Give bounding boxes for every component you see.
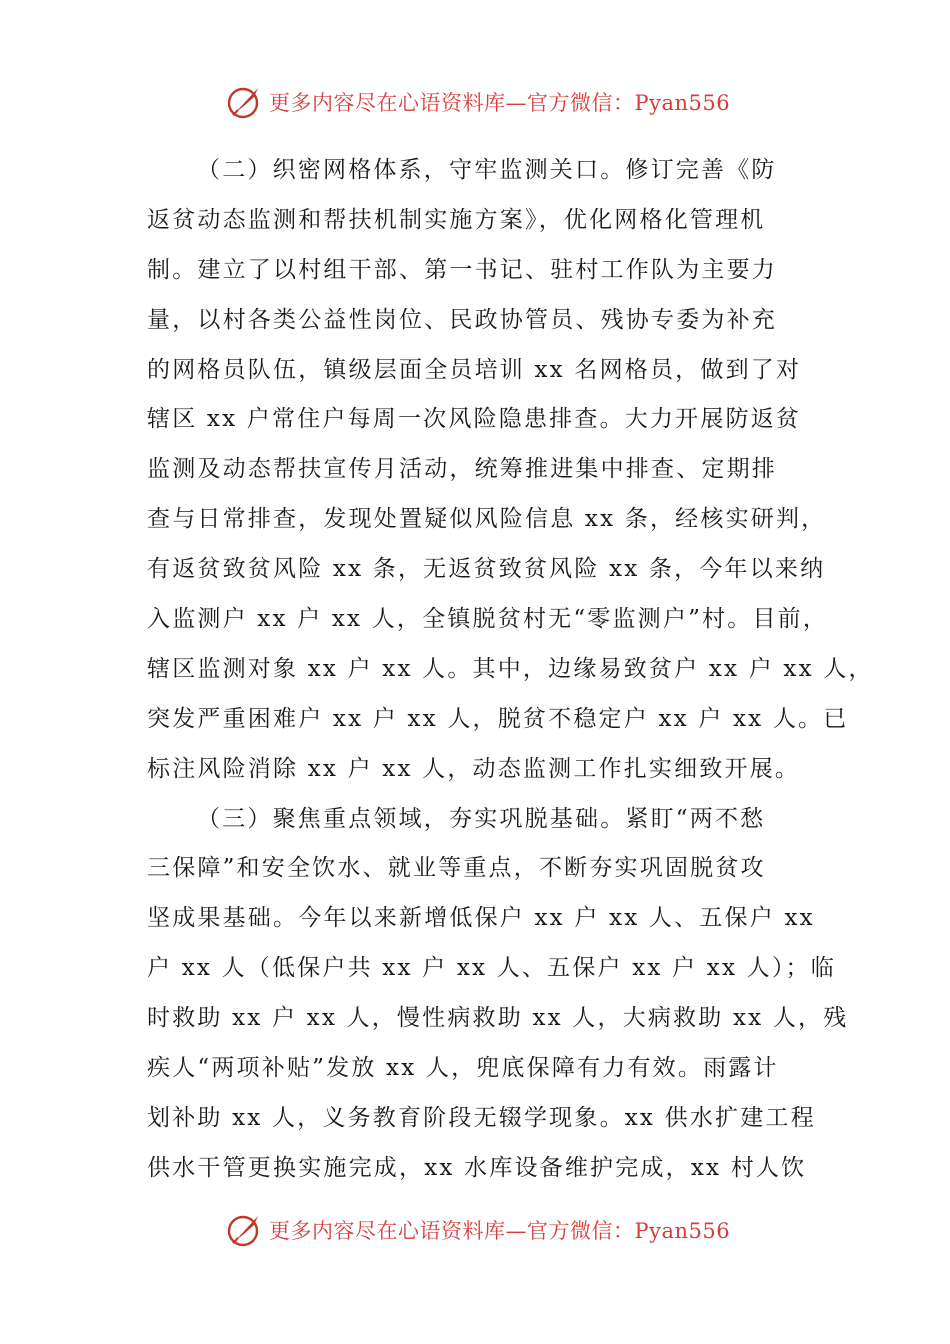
banner-text: 更多内容尽在心语资料库—官方微信：Pyan556	[269, 1219, 731, 1243]
text-line: 制。建立了以村组干部、第一书记、驻村工作队为主要力	[147, 256, 777, 283]
paragraph-section-2	[147, 146, 874, 795]
text-line: 监测及动态帮扶宣传月活动，统筹推进集中排查、定期排	[147, 456, 777, 483]
text-line: （二）织密网格体系，守牢监测关口。修订完善《防	[197, 157, 777, 183]
paragraph-section-3	[147, 795, 849, 1194]
text-line: 查与日常排查，发现处置疑似风险信息 xx 条，经核实研判，	[147, 506, 827, 533]
banner-text: 更多内容尽在心语资料库—官方微信：Pyan556	[269, 91, 731, 115]
text-line: 的网格员队伍，镇级层面全员培训 xx 名网格员，做到了对	[147, 356, 802, 383]
text-line: 辖区 xx 户常住户每周一次风险隐患排查。大力开展防返贫	[147, 406, 802, 433]
text-line: 突发严重困难户 xx 户 xx 人，脱贫不稳定户 xx 户 xx 人。已	[147, 705, 849, 732]
text-line: 疾人“两项补贴”发放 xx 人，兜底保障有力有效。雨露计	[147, 1055, 779, 1082]
text-line: 量，以村各类公益性岗位、民政协管员、残协专委为补充	[147, 306, 777, 333]
text-line: 户 xx 人（低保户共 xx 户 xx 人、五保户 xx 户 xx 人）；临	[147, 955, 836, 982]
text-line: 有返贫致贫风险 xx 条，无返贫致贫风险 xx 条，今年以来纳	[147, 556, 826, 583]
text-line: 划补助 xx 人，义务教育阶段无辍学现象。xx 供水扩建工程	[147, 1104, 816, 1131]
text-line: 标注风险消除 xx 户 xx 人，动态监测工作扎实细致开展。	[147, 755, 801, 782]
text-line: 辖区监测对象 xx 户 xx 人。其中，边缘易致贫户 xx 户 xx 人，	[147, 655, 874, 682]
text-line: 入监测户 xx 户 xx 人，全镇脱贫村无“零监测户”村。目前，	[147, 606, 829, 633]
footer-banner	[225, 1210, 730, 1250]
text-line: 返贫动态监测和帮扶机制实施方案》，优化网格化管理机	[147, 206, 766, 233]
header-banner	[225, 82, 730, 122]
text-line: 坚成果基础。今年以来新增低保户 xx 户 xx 人、五保户 xx	[147, 905, 815, 932]
quill-logo-icon	[225, 1210, 265, 1250]
document-body	[147, 146, 874, 1194]
text-line: 三保障”和安全饮水、就业等重点，不断夯实巩固脱贫攻	[147, 855, 766, 882]
text-line: 供水干管更换实施完成，xx 水库设备维护完成，xx 村人饮	[147, 1154, 807, 1181]
quill-logo-icon	[225, 82, 265, 122]
text-line: （三）聚焦重点领域，夯实巩脱基础。紧盯“两不愁	[197, 805, 766, 832]
text-line: 时救助 xx 户 xx 人，慢性病救助 xx 人，大病救助 xx 人，残	[147, 1005, 849, 1032]
